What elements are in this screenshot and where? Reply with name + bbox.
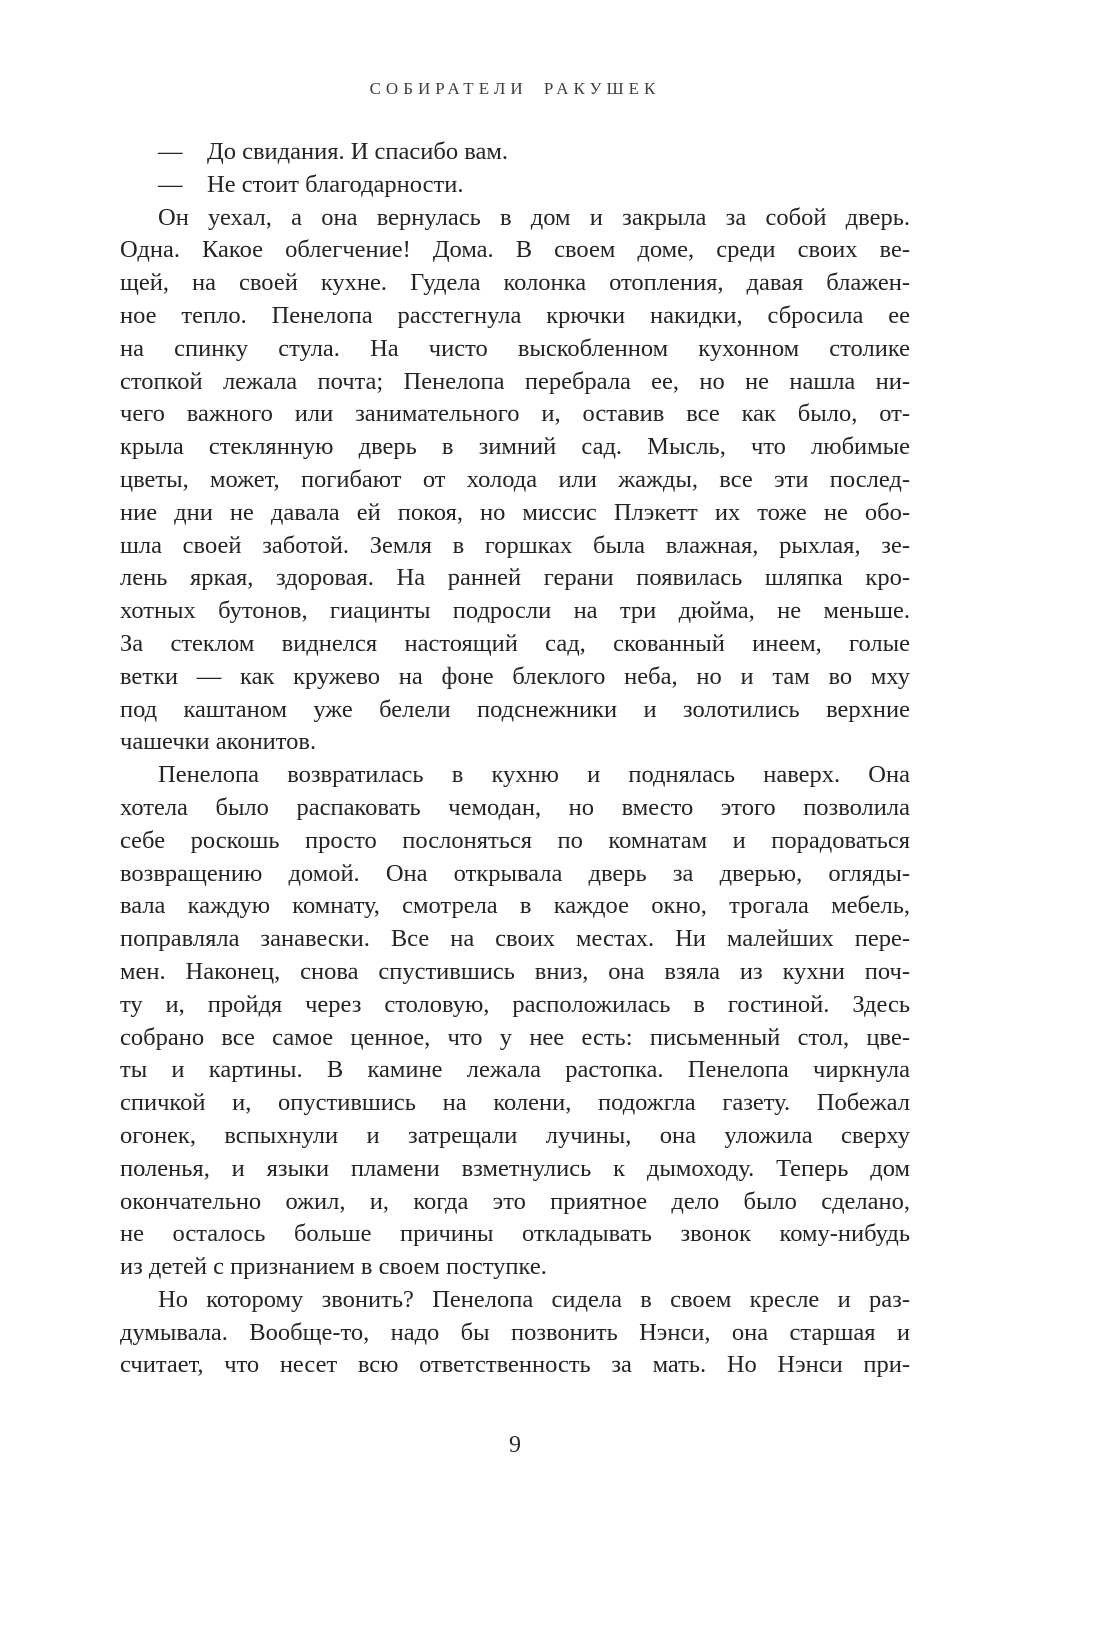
page-number: 9 (509, 1432, 521, 1458)
text-line: лень яркая, здоровая. На ранней герани появилась шляпка кро- (120, 564, 910, 592)
text-line: на спинку стула. На чисто выскобленном кухонном столике (120, 334, 910, 362)
text-line: вала каждую комнату, смотрела в каждое окно, трогала мебель, (120, 892, 910, 920)
text-line: щей, на своей кухне. Гудела колонка отопления, давая блажен- (120, 269, 910, 297)
text-line: огонек, вспыхнули и затрещали лучины, она уложила сверху (120, 1121, 910, 1149)
text-line: не осталось больше причины откладывать звонок кому-нибудь (120, 1220, 910, 1248)
text-line: цветы, может, погибают от холода или жажды, все эти послед- (120, 465, 910, 493)
text-line: мен. Наконец, снова спустившись вниз, она взяла из кухни поч- (120, 957, 910, 985)
text-line: чашечки аконитов. (120, 728, 317, 756)
text-line: хотных бутонов, гиацинты подросли на три дюйма, не меньше. (120, 597, 910, 625)
text-line: хотела было распаковать чемодан, но вместо этого позволила (120, 793, 910, 821)
text-line: За стеклом виднелся настоящий сад, скованный инеем, голые (120, 629, 910, 657)
text-line: под каштаном уже белели подснежники и золотились верхние (120, 695, 910, 723)
text-line: поправляла занавески. Все на своих местах. Ни малейших пере- (120, 925, 910, 953)
text-line: ное тепло. Пенелопа расстегнула крючки накидки, сбросила ее (120, 301, 910, 329)
text-line: ветки — как кружево на фоне блеклого неба, но и там во мху (120, 662, 910, 690)
text-line: чего важного или занимательного и, оставив все как было, от- (120, 400, 910, 428)
text-line: ты и картины. В камине лежала растопка. Пенелопа чиркнула (120, 1056, 910, 1084)
text-line: собрано все самое ценное, что у нее есть: письменный стол, цве- (120, 1023, 910, 1051)
text-line: Пенелопа возвратилась в кухню и поднялась наверх. Она (158, 761, 910, 789)
text-line: шла своей заботой. Земля в горшках была влажная, рыхлая, зе- (120, 531, 910, 559)
text-line: — До свидания. И спасибо вам. (158, 138, 508, 165)
text-line: возвращению домой. Она открывала дверь за дверью, огляды- (120, 859, 910, 887)
text-line: думывала. Вообще-то, надо бы позвонить Нэнси, она старшая и (120, 1318, 910, 1346)
running-header: СОБИРАТЕЛИ РАКУШЕК (369, 79, 661, 98)
text-line: себе роскошь просто послоняться по комнатам и порадоваться (120, 826, 910, 854)
text-line: окончательно ожил, и, когда это приятное дело было сделано, (120, 1187, 910, 1215)
text-line: Но которому звонить? Пенелопа сидела в своем кресле и раз- (158, 1285, 910, 1313)
text-line: ние дни не давала ей покоя, но миссис Плэкетт их тоже не обо- (120, 498, 910, 526)
text-line: Он уехал, а она вернулась в дом и закрыла за собой дверь. (158, 203, 910, 231)
text-line: Одна. Какое облегчение! Дома. В своем доме, среди своих ве- (120, 236, 910, 264)
body-text (120, 136, 910, 1382)
text-line: поленья, и языки пламени взметнулись к дымоходу. Теперь дом (120, 1154, 910, 1182)
text-line: считает, что несет всю ответственность за мать. Но Нэнси при- (120, 1351, 910, 1379)
text-line: — Не стоит благодарности. (158, 170, 464, 198)
text-line: крыла стеклянную дверь в зимний сад. Мысль, что любимые (120, 433, 910, 461)
text-line: стопкой лежала почта; Пенелопа перебрала ее, но не нашла ни- (120, 367, 910, 395)
text-line: ту и, пройдя через столовую, расположилась в гостиной. Здесь (120, 990, 910, 1018)
text-line: спичкой и, опустившись на колени, подожгла газету. Побежал (120, 1089, 910, 1117)
text-line: из детей с признанием в своем поступке. (120, 1253, 547, 1281)
